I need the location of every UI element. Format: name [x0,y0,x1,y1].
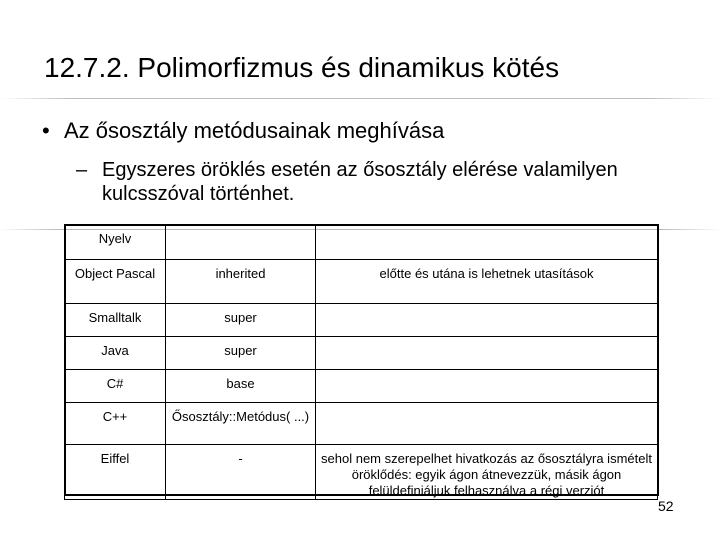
cell-keyword: Ősosztály::Metódus( ...) [166,403,316,445]
bullet-dot: • [42,118,50,143]
page-number: 52 [658,498,674,514]
cell-note [316,304,658,337]
title-divider [0,98,720,99]
cell-note [316,370,658,403]
cell-keyword: super [166,337,316,370]
header-cell-keyword [166,225,316,260]
table-header-row [65,225,658,260]
cell-note [316,337,658,370]
cell-note: sehol nem szerepelhet hivatkozás az ősosztályra ismételt öröklődés: egyik ágon átnevezzük, másik ágon felüldefiniáljuk felhasználva a régi verziót [316,445,658,500]
cell-language: Smalltalk [65,304,166,337]
cell-language: C# [65,370,166,403]
table-row [65,445,658,500]
table-row [65,403,658,445]
table-row [65,260,658,304]
cell-keyword: base [166,370,316,403]
header-cell-language: Nyelv [65,225,166,260]
cell-language: C++ [65,403,166,445]
cell-keyword: - [166,445,316,500]
cell-note [316,403,658,445]
sub-bullet-text: Egyszeres öröklés esetén az ősosztály elérése valamilyen kulcsszóval történhet. [102,159,618,205]
sub-bullet-item [76,158,636,206]
cell-note: előtte és utána is lehetnek utasítások [316,260,658,304]
header-cell-note [316,225,658,260]
table-row [65,337,658,370]
bullet-item [42,118,444,144]
cell-language: Object Pascal [65,260,166,304]
slide-title: 12.7.2. Polimorfizmus és dinamikus kötés [44,52,560,83]
sub-bullet-dash: – [76,159,88,181]
cell-keyword: super [166,304,316,337]
cell-language: Eiffel [65,445,166,500]
language-keyword-table [64,224,658,500]
table-row [65,370,658,403]
cell-language: Java [65,337,166,370]
bullet-text: Az ősosztály metódusainak meghívása [64,118,445,143]
cell-keyword: inherited [166,260,316,304]
table-row [65,304,658,337]
